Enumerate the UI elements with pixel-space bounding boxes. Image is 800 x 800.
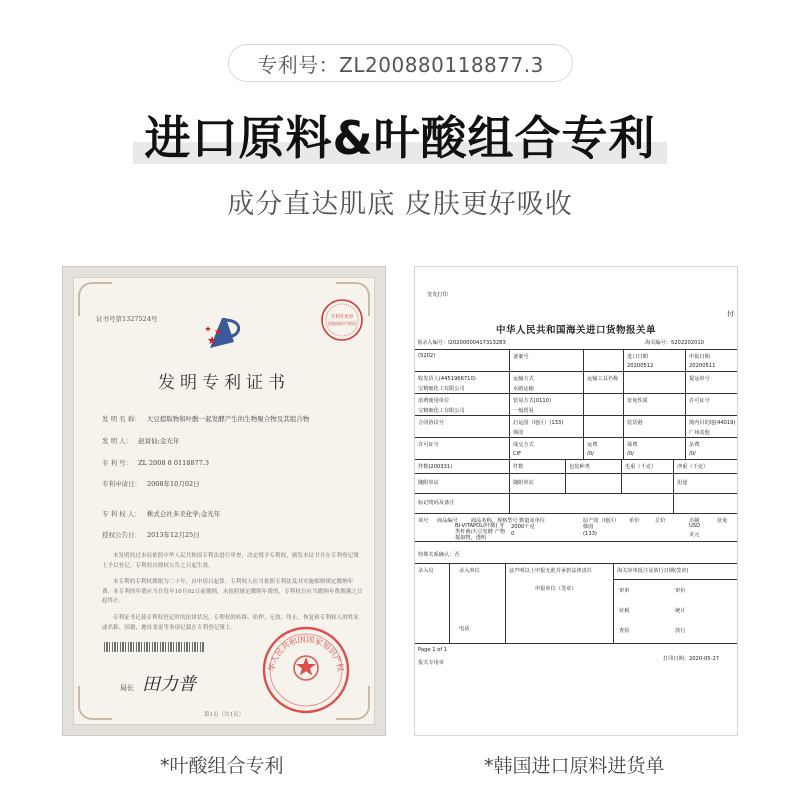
cell: 宝精细化工有限公司 [418,386,465,392]
table-line [509,349,510,459]
cell: 申报日期 [689,354,710,360]
goods-header: 征免 [717,518,728,524]
cell: 兹声明以上申报无讹并承担法律责任 [509,568,593,574]
cell: 进口日期 [627,354,648,360]
table-line [583,349,584,459]
cell: 运输方式 [513,376,534,382]
certificate-paragraph: 专利证书记载专利权登记时的法律状况。专利权的转移、质押、无效、终止、恢复和专利权人的姓名或名称、国籍、地址变更等事项记载在专利登记簿上。 [102,615,359,631]
cell: 备案号 [513,354,529,360]
page-indicator: Page 1 of 1 [418,647,448,653]
cell: 保费 [627,442,638,448]
cell: 收发货人(4451966710) [418,376,476,382]
table-line [415,459,738,460]
table-line [623,349,624,459]
table-line [685,349,686,459]
cell: 合同协议号 [418,420,444,426]
cell: 统计 [675,608,686,614]
print-note: 签发打印 [427,292,448,298]
cell: 20200512 [627,363,654,369]
special-relation: 特殊关系确认：否 [418,552,460,558]
goods-header: 数量及单位 [519,518,545,524]
cell: 广州其他 [689,430,710,436]
cell: 征免性质 [627,398,648,404]
customs-stamp-label: 报关专用章 [418,660,444,666]
preentry-number: 预录入编号：I20200000417313283 [417,340,506,346]
cell: 审单 [619,588,630,594]
goods-origin-code: (133) [583,531,597,537]
cell: 放行 [675,628,686,634]
cell: 随附单证 [418,480,439,486]
table-line [415,493,738,494]
director-signature: 局长 田力普 [120,674,196,695]
declaration-title: 中华人民共和国海关进口货物报关单 [495,325,656,336]
certificate-paper [73,277,375,725]
field-grant-date: 授权公告日： 2013年12月25日 [102,531,200,539]
cell: 录入员 [418,568,434,574]
marks-label: 标记唛码及备注 [418,500,455,506]
cell: 杂费 [689,442,700,448]
goods-quantity: 2000千克 [511,524,535,530]
certificate-page-number: 第1页（共1页） [204,712,244,718]
cell: 宝精细化工有限公司 [418,408,465,414]
barcode [104,642,204,652]
caption-import-document: *韩国进口原料进货单 [484,755,665,777]
page-mark: 付 [727,310,734,318]
goods-header: 商品编号 [437,518,458,524]
goods-header: 原产国（地区） [583,518,620,524]
cell: 净重（千克） [677,464,709,470]
cell: 运费 [587,442,598,448]
table-line [565,459,566,493]
headline: 进口原料&叶酸组合专利 [144,111,656,165]
cell: 运输工具名称 [587,376,619,382]
cell: 韩国 [513,430,524,436]
goods-header: 币制 [689,518,700,524]
field-invention-name: 发 明 名 称： 大豆提取物和叶酸一起发酵产生的生物聚合物及其组合物 [102,415,310,423]
svg-text:专利专用章: 专利专用章 [330,315,354,320]
goods-origin: 韩国 [583,524,594,530]
cell: 20200511 [689,363,716,369]
cell: 件数(200331) [418,464,453,470]
table-line [505,563,506,643]
table-line [415,541,738,542]
goods-header: 项号 [418,518,429,524]
field-patent-number: 专 利 号： ZL 2008 8 0118877.3 [102,459,209,467]
caption-patent: *叶酸组合专利 [160,755,284,777]
print-date: 打印日期：2020-05-27 [663,656,720,662]
table-line [415,371,738,372]
table-line [673,459,674,513]
table-line [415,513,738,514]
goods-header: 商品名称、规格型号 [471,518,518,524]
cell: 包装种类 [569,464,590,470]
cell: 消费使用单位 [418,398,450,404]
patent-certificate-image [62,266,386,736]
table-line [449,563,450,643]
cell: 用途 [677,480,688,486]
cell: 提运单号 [689,376,710,382]
phone: 电话 [459,626,470,632]
goods-header: 总价 [655,518,666,524]
table-line [415,437,738,438]
field-inventor: 发 明 人： 赵富仙;金光年 [102,437,180,445]
cell: 许可证号 [689,398,710,404]
cell: 境内目的地(44019) [689,420,736,426]
table-line [621,459,622,493]
table-line [415,473,738,474]
cell: 征税 [619,608,630,614]
table-line [415,415,738,416]
customs-number: 海关编号：5202202010 [645,340,704,346]
cell: 一般贸易 [513,408,534,414]
ornament-corner [78,282,112,316]
table-line [415,349,738,350]
cell: 水路运输 [513,386,534,392]
certificate-paragraph: 本专利的专利权期限为二十年，自申请日起算。专利权人应当依照专利法及其实施细则规定缴纳年费。本专利的年费应当在每年10月02日前缴纳。未按照规定缴纳年费的，专利权自应当缴纳年费期满之日起终止。 [102,579,363,605]
table-line [415,393,738,394]
goods-quantity-2: 0 [511,531,515,537]
goods-name: BI-VITAPOL(叶酸) 牙类杆菌/大豆发酵 产物提取物，透明 [455,523,506,541]
cell: (5202) [418,353,436,359]
cell: 件数 [513,464,524,470]
patent-number-pill: 专利号：ZL200880118877.3 [228,44,573,82]
certificate-title: 发明专利证书 [158,373,290,393]
cell: 毛重（千克） [625,464,657,470]
cell: /0/ [627,451,634,457]
declarant: 申报单位（签章） [535,586,577,592]
cell: 启运国（地区）(133) [513,420,564,426]
customs-declaration-image [414,266,738,736]
patent-office-stamp [320,298,364,346]
headline-block [0,100,800,170]
cell: 审价 [675,588,686,594]
table-line [613,579,738,580]
patent-office-logo-icon [204,312,248,352]
cell: 查验 [619,628,630,634]
goods-header: 单价 [629,518,640,524]
field-application-date: 专利申请日： 2008年10月02日 [102,480,200,488]
table-line [509,459,510,513]
cell: /0/ [689,451,696,457]
cell: /0/ [587,451,594,457]
certificate-number: 证书号第1327524号 [96,315,158,323]
certificate-paragraph: 本发明经过本局依照中华人民共和国专利法进行审查，决定授予专利权，颁发本证书并在专利登记簿上予以登记。专利权自授权公告之日起生效。 [102,553,359,569]
svg-text:国家知识产权局: 国家知识产权局 [328,321,356,326]
cell: 海关审单批注及放行日期(签章) [617,568,689,574]
goods-currency-cn: 美元 [689,532,700,538]
goods-currency: USD [689,523,701,529]
cell: 随附单证 [513,480,534,486]
official-seal [260,624,352,720]
table-line [613,563,614,643]
table-line [415,563,738,564]
subheadline: 成分直达肌底 皮肤更好吸收 [227,189,573,220]
field-patentee: 专 利 权 人： 株式会社多美化学;金光年 [102,510,221,518]
table-line [415,643,738,644]
cell: CIF [513,451,522,457]
svg-text:中华人民共和国国家知识产权局: 华人民共和国国家知识产权 [266,634,346,673]
cell: 许可证号 [418,442,439,448]
cell: 成交方式 [513,442,534,448]
cell: 录入单位 [459,568,480,574]
cell: 装货港 [627,420,643,426]
cell: 贸易方式(0110) [513,398,551,404]
